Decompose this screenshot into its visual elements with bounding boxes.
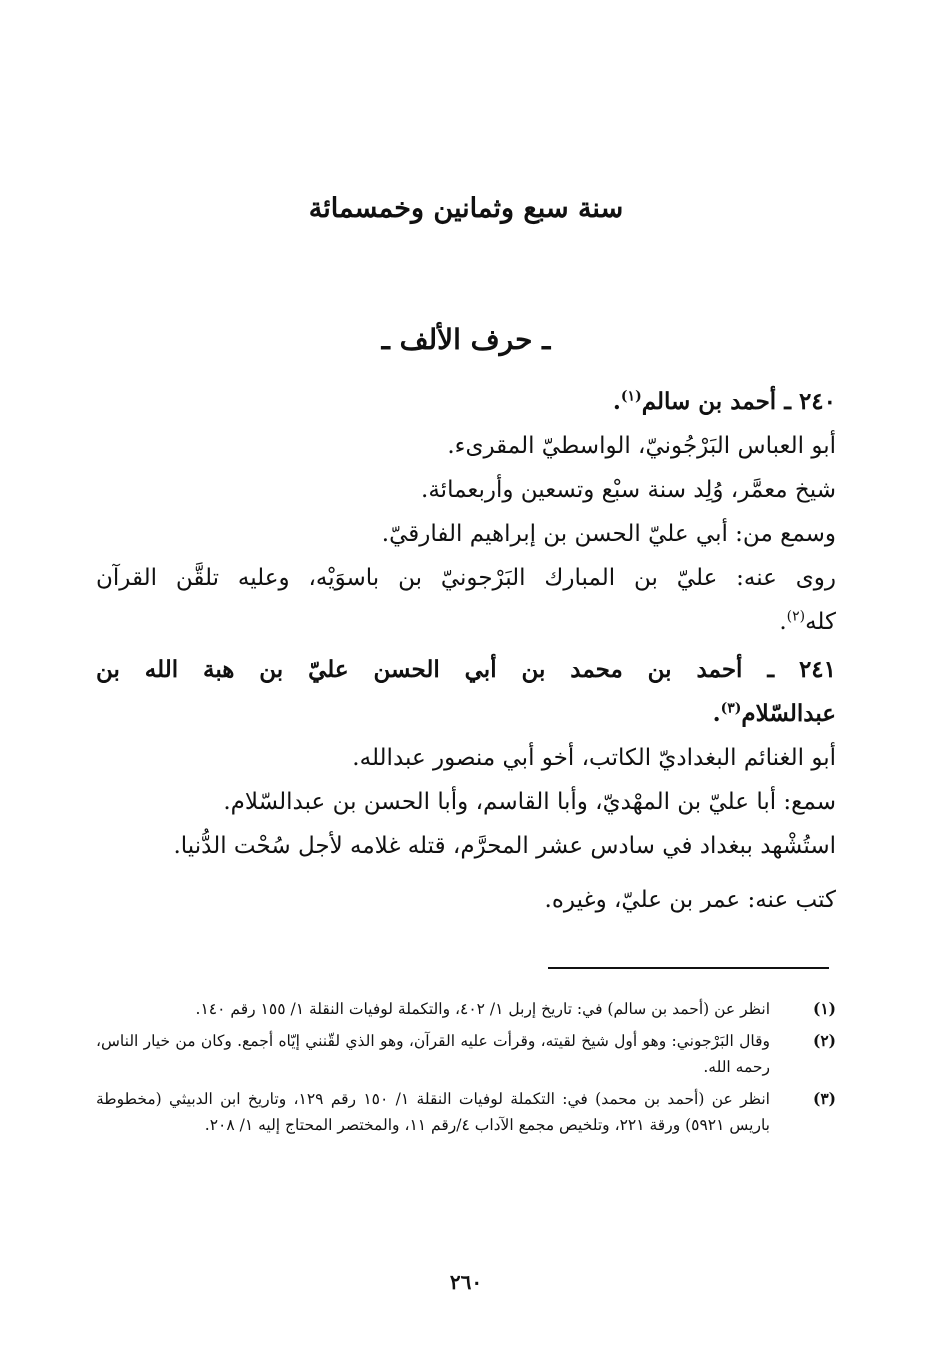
entry-240 (96, 380, 836, 644)
entry-line: استُشْهد ببغداد في سادس عشر المحرَّم، قتله غلامه لأجل سُحْت الدُّنيا. (173, 833, 836, 859)
entry-title: ٢٤٠ ـ أحمد بن سالم$^{(١)}$. (612, 388, 836, 415)
year-title: سنة سبع وثمانين وخمسمائة (308, 193, 624, 224)
footnotes (96, 996, 836, 1144)
page-number: ٢٦٠ (449, 1270, 483, 1294)
footnote (96, 1028, 836, 1080)
footnote-number: (٣) (812, 1089, 836, 1108)
footnote-ref: (٣) (720, 700, 742, 717)
footnote-separator (548, 967, 829, 969)
footnote-ref: (١) (620, 388, 642, 405)
footnote-ref: (٢) (786, 608, 806, 625)
entry-241 (96, 648, 836, 922)
entry-narration: روى عنه: عليّ بن المبارك البَرْجونيّ بن باسوَيْه، وعليه تلقَّن القرآن كله$^{(٢)}$. (96, 565, 836, 635)
footnote (96, 996, 836, 1022)
entry-line: سمع: أبا عليّ بن المهْديّ، وأبا القاسم، وأبا الحسن بن عبدالسّلام. (223, 789, 836, 815)
footnote-text: انظر عن (أحمد بن سالم) في: تاريخ إربل ١/ ٤٠٢، والتكملة لوفيات النقلة ١/ ١٥٥ رقم ١٤٠. (195, 1000, 770, 1018)
entry-line: أبو الغنائم البغداديّ الكاتب، أخو أبي منصور عبدالله. (352, 745, 836, 771)
entry-line: كتب عنه: عمر بن عليّ، وغيره. (544, 887, 836, 913)
footnote-number: (٢) (812, 1031, 836, 1050)
entry-title: ٢٤١ ـ أحمد بن محمد بن أبي الحسن عليّ بن هبة الله بن عبدالسّلام$^{(٣)}$. (96, 656, 836, 727)
footnote-text: انظر عن (أحمد بن محمد) في: التكملة لوفيات النقلة ١/ ١٥٠ رقم ١٢٩، وتاريخ ابن الدبيثي (مخطوطة باريس ٥٩٢١) ورقة ٢٢١، وتلخيص مجمع الآداب ٤/رقم ١١، والمختصر المحتاج إليه ١/ ٢٠٨. (96, 1090, 770, 1134)
footnote-text: وقال البَرْجوني: وهو أول شيخ لقيته، وقرأت عليه القرآن، وهو الذي لقّنني إيّاه أجمع. وكان من خيار الناس، رحمه الله. (96, 1032, 770, 1076)
entry-line: شيخ معمَّر، وُلِد سنة سبْع وتسعين وأربعمائة. (421, 477, 836, 503)
footnote-number: (١) (812, 999, 836, 1018)
section-heading: ـ حرف الألف ـ (381, 323, 551, 356)
entry-line: أبو العباس البَرْجُونيّ، الواسطيّ المقرىء. (447, 433, 836, 459)
entry-line: وسمع من: أبي عليّ الحسن بن إبراهيم الفارقيّ. (381, 521, 836, 547)
footnote (96, 1086, 836, 1138)
